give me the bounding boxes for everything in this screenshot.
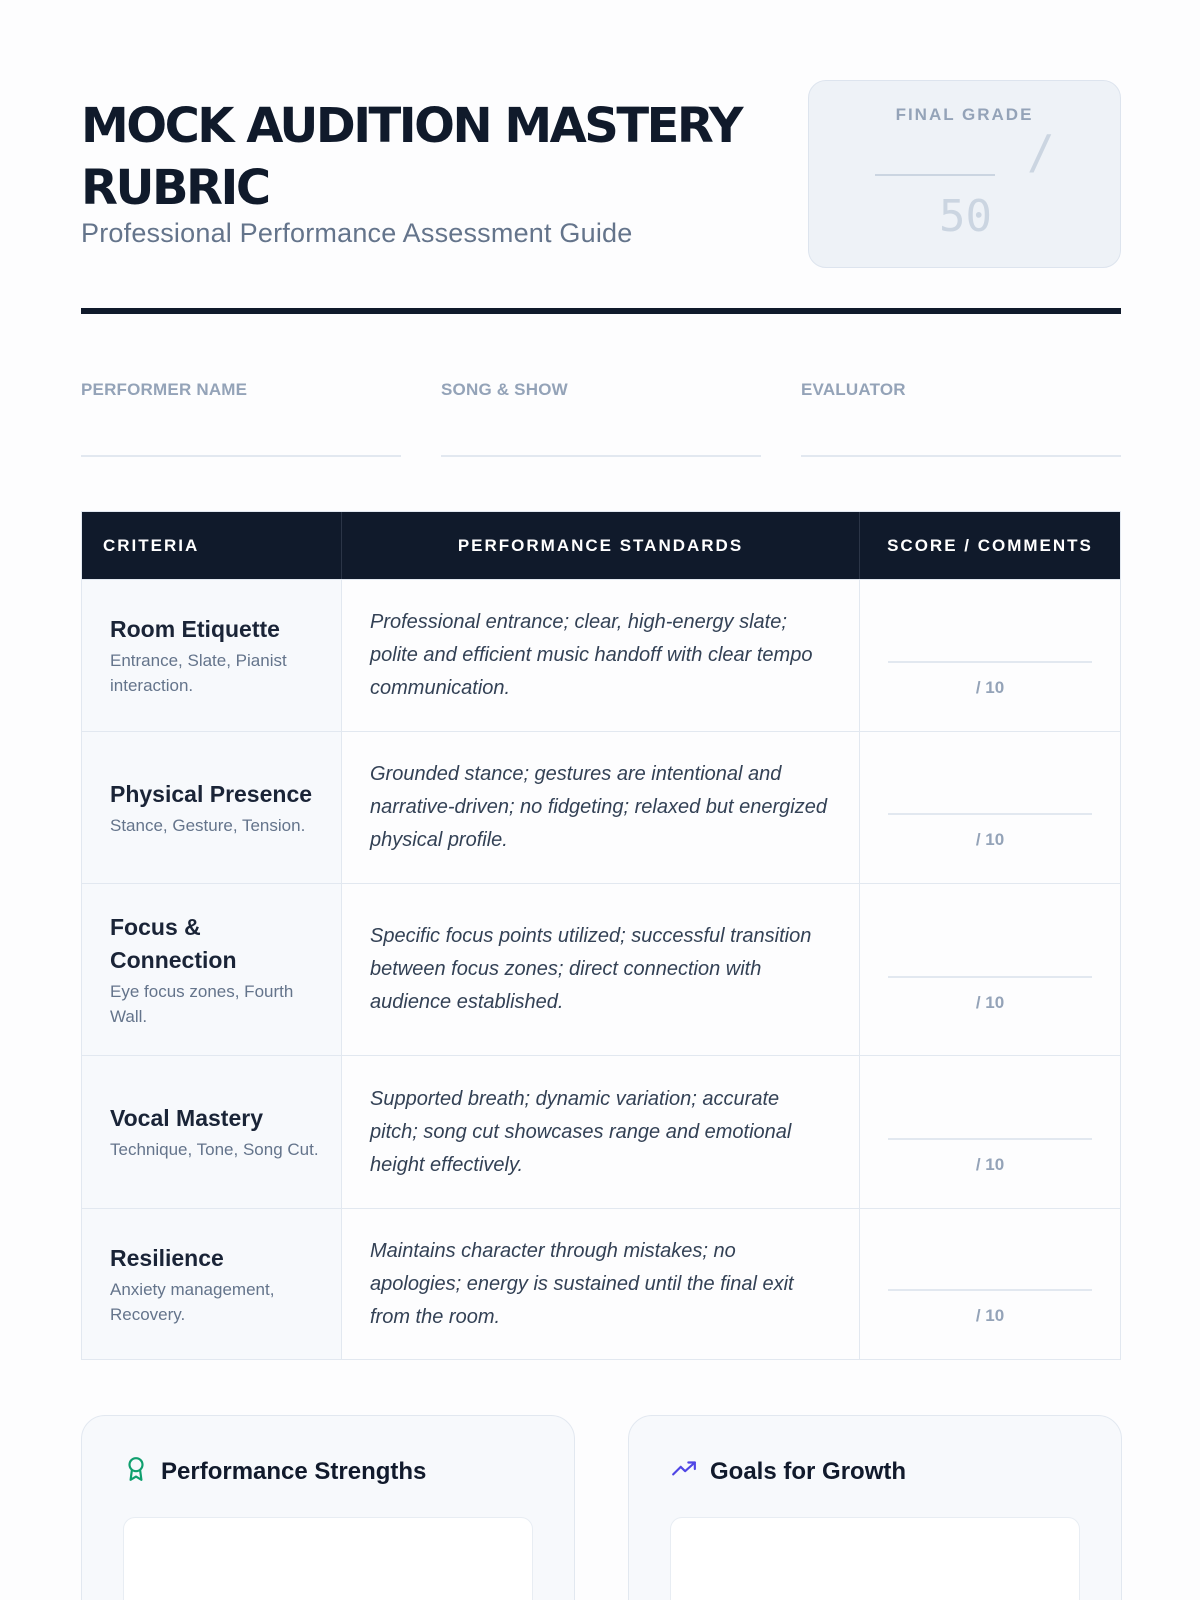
score-input-line[interactable]: [888, 813, 1092, 815]
card-title: Goals for Growth: [710, 1457, 907, 1485]
standards-cell: [342, 884, 860, 1055]
score-max: / 10: [975, 1306, 1005, 1325]
criteria-cell: [82, 1209, 342, 1359]
final-grade-label: FINAL GRADE: [895, 105, 1034, 124]
standard-text: Supported breath; dynamic variation; accurate pitch; song cut showcases range and emotional height effectively.: [370, 1087, 792, 1176]
standards-cell: [342, 580, 860, 731]
evaluator-field[interactable]: [801, 380, 1121, 457]
table-row: [82, 1208, 1120, 1359]
criteria-name: Focus & Connection: [110, 913, 237, 973]
criteria-cell: [82, 884, 342, 1055]
score-max: / 10: [975, 1155, 1005, 1174]
song-show-field[interactable]: [441, 380, 761, 457]
score-cell[interactable]: [860, 1056, 1120, 1208]
final-grade-max: 50: [939, 191, 992, 242]
criteria-cell: [82, 580, 342, 731]
criteria-subtitle: Stance, Gesture, Tension.: [110, 815, 306, 835]
card-header: [670, 1456, 906, 1487]
criteria-name: Room Etiquette: [110, 616, 280, 642]
table-row: [82, 883, 1120, 1055]
award-icon: [123, 1456, 149, 1487]
final-grade-slash: /: [1027, 125, 1055, 179]
standard-text: Grounded stance; gestures are intentional and narrative-driven; no fidgeting; relaxed but energized physical profile.: [370, 763, 827, 851]
table-header: [82, 512, 1120, 579]
table-row: [82, 1055, 1120, 1208]
rubric-header: [81, 80, 1121, 314]
performer-name-field[interactable]: [81, 380, 401, 457]
score-input-line[interactable]: [888, 1138, 1092, 1140]
score-cell[interactable]: [860, 1209, 1120, 1359]
table-row: [82, 731, 1120, 883]
score-cell[interactable]: [860, 884, 1120, 1055]
criteria-cell: [82, 1056, 342, 1208]
standards-cell: [342, 1209, 860, 1359]
criteria-name: Resilience: [110, 1244, 224, 1271]
goals-for-growth-card: [628, 1415, 1122, 1600]
strengths-input-area[interactable]: [123, 1517, 533, 1600]
criteria-subtitle: Entrance, Slate, Pianist interaction.: [110, 651, 287, 695]
score-input-line[interactable]: [888, 976, 1092, 978]
criteria-name: Physical Presence: [110, 780, 313, 807]
standard-text: Maintains character through mistakes; no apologies; energy is sustained until the final exit from the room.: [370, 1239, 794, 1328]
header-criteria: CRITERIA: [82, 512, 342, 579]
final-grade-box: [808, 80, 1121, 268]
criteria-subtitle: Technique, Tone, Song Cut.: [110, 1140, 319, 1159]
score-input-line[interactable]: [888, 661, 1092, 663]
header-score: SCORE / COMMENTS: [887, 535, 1093, 555]
score-cell[interactable]: [860, 580, 1120, 731]
rubric-table: [81, 511, 1121, 1360]
page-subtitle: Professional Performance Assessment Guide: [81, 218, 633, 248]
score-max: / 10: [975, 830, 1005, 849]
score-max: / 10: [975, 678, 1005, 697]
table-row: [82, 579, 1120, 731]
score-input-line[interactable]: [888, 1289, 1092, 1291]
criteria-cell: [82, 732, 342, 883]
final-grade-input-line[interactable]: [875, 174, 995, 176]
song-show-label: SONG & SHOW: [441, 380, 568, 399]
card-header: [123, 1456, 426, 1487]
standards-cell: [342, 1056, 860, 1208]
evaluator-label: EVALUATOR: [801, 380, 906, 399]
performer-name-label: PERFORMER NAME: [81, 380, 248, 399]
criteria-subtitle: Anxiety management, Recovery.: [110, 1279, 275, 1324]
standards-cell: [342, 732, 860, 883]
score-max: / 10: [975, 993, 1005, 1012]
score-cell[interactable]: [860, 732, 1120, 883]
goals-input-area[interactable]: [670, 1517, 1080, 1600]
header-standards: PERFORMANCE STANDARDS: [342, 512, 860, 579]
page-title: MOCK AUDITION MASTERY RUBRIC: [81, 98, 741, 216]
card-title: Performance Strengths: [161, 1457, 427, 1485]
criteria-name: Vocal Mastery: [110, 1105, 263, 1131]
trending-up-icon: [670, 1456, 698, 1487]
criteria-subtitle: Eye focus zones, Fourth Wall.: [110, 981, 294, 1026]
performance-strengths-card: [81, 1415, 575, 1600]
standard-text: Professional entrance; clear, high-energy slate; polite and efficient music handoff with clear tempo communication.: [370, 611, 813, 699]
standard-text: Specific focus points utilized; successful transition between focus zones; direct connection with audience established.: [370, 925, 812, 1013]
header-divider: [81, 308, 1121, 314]
